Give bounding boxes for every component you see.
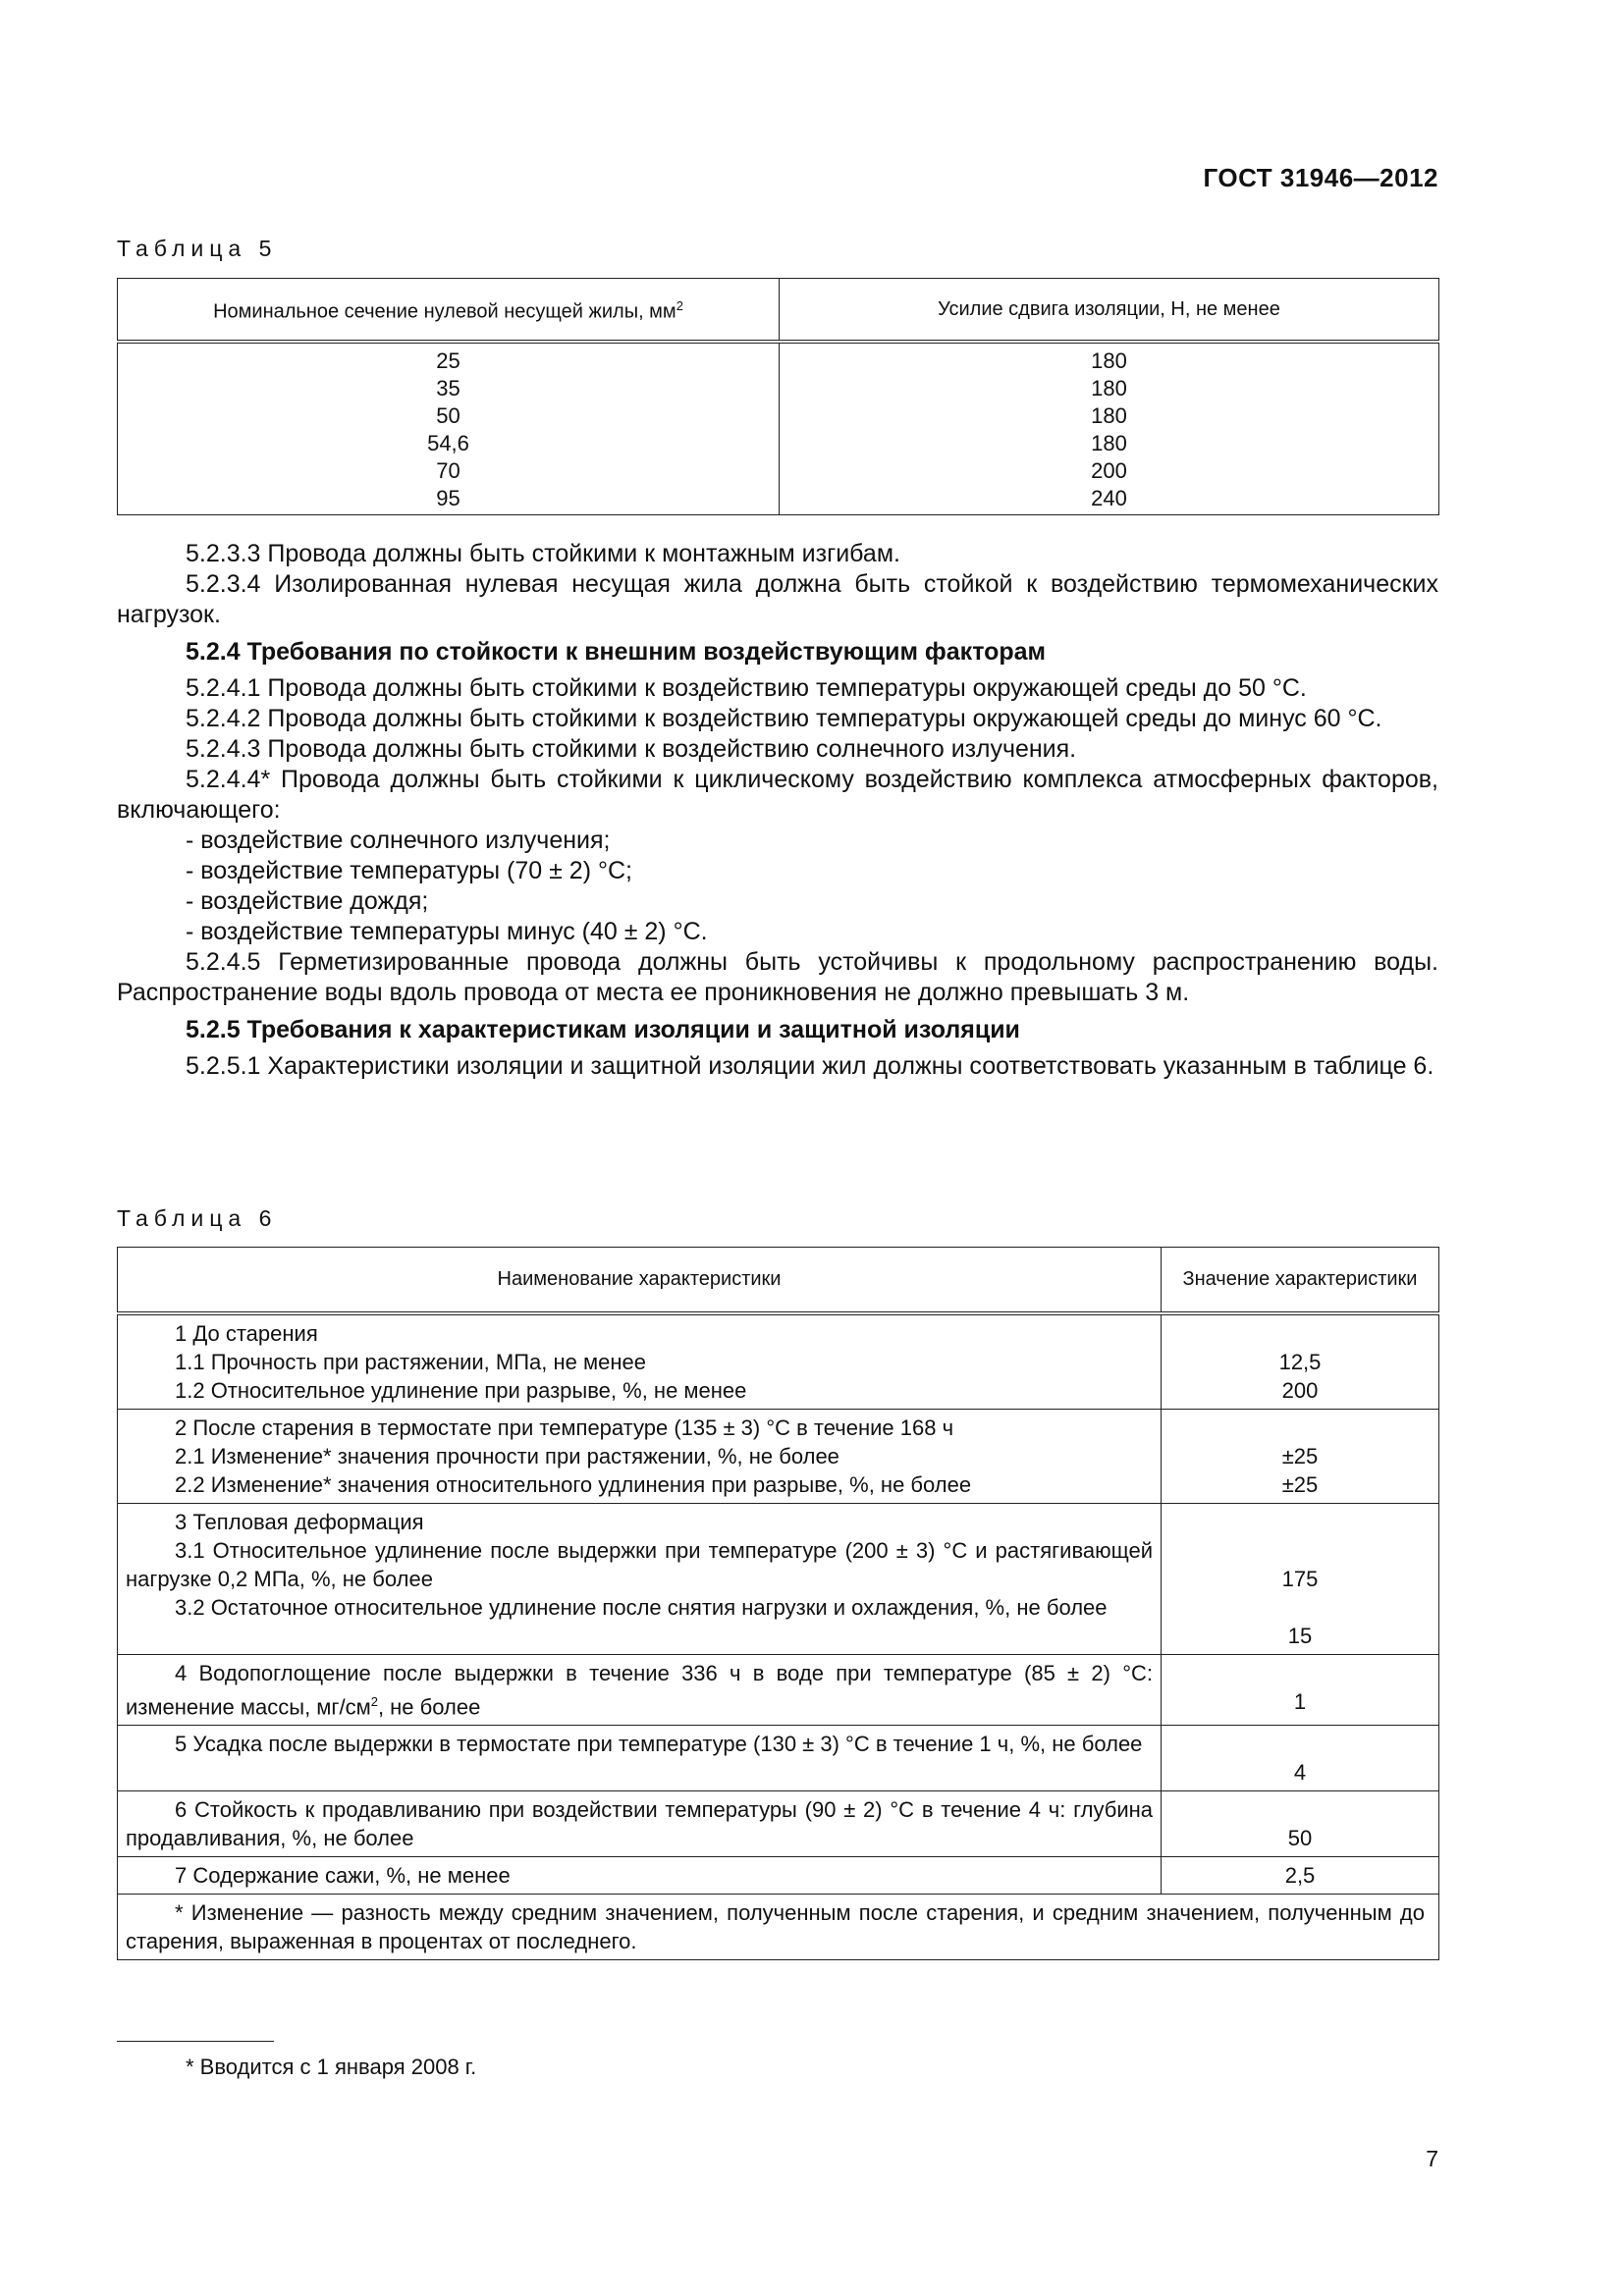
row-item: 6 Стойкость к продавливанию при воздействии температуры (90 ± 2) °С в течение 4 ч: глубина продавливания, %, не более <box>118 1791 1162 1857</box>
table5-section-value: 95 <box>436 486 460 510</box>
table5-section-value: 70 <box>436 458 460 483</box>
table5-section-value: 35 <box>436 376 460 400</box>
table6-caption: Таблица 6 <box>117 1205 278 1231</box>
row-item: 3.2 Остаточное относительное удлинение после снятия нагрузки и охлаждения, %, не более <box>175 1595 1108 1620</box>
table-row <box>118 1857 1439 1895</box>
table5-force-value: 180 <box>1091 376 1127 400</box>
row-item: 4 Водопоглощение после выдержки в течение 336 ч в воде при температуре (85 ± 2) °С: изменение массы, $мг/см^2$, не более <box>118 1655 1162 1726</box>
section-heading-5-2-5: 5.2.5 Требования к характеристикам изоляции и защитной изоляции <box>186 1016 1020 1043</box>
table-note-row <box>118 1895 1439 1960</box>
row-item: 2.1 Изменение* значения прочности при растяжении, %, не более <box>175 1444 839 1468</box>
table5-header-section: Номинальное сечение нулевой несущей жилы, $мм^2$ <box>118 279 780 343</box>
table-row <box>118 1410 1439 1504</box>
paragraph-5-2-4-2: 5.2.4.2 Провода должны быть стойкими к воздействию температуры окружающей среды до минус 60 °С. <box>186 705 1382 732</box>
table5-force-value: 180 <box>1091 431 1127 455</box>
section-heading-5-2-4: 5.2.4 Требования по стойкости к внешним воздействующим факторам <box>186 638 1047 666</box>
row-value: 1 <box>1293 1689 1307 1714</box>
list-item: - воздействие температуры минус (40 ± 2) °С. <box>186 918 708 945</box>
row-value: 15 <box>1287 1624 1313 1648</box>
table-row <box>118 1655 1439 1726</box>
row-value: 50 <box>1287 1826 1313 1851</box>
document-header: ГОСТ 31946—2012 <box>1203 163 1438 192</box>
table5-caption: Таблица 5 <box>117 236 278 261</box>
row-value: 2,5 <box>1284 1863 1316 1889</box>
table-row <box>118 1726 1439 1791</box>
list-item: - воздействие солнечного излучения; <box>186 827 611 854</box>
table-row <box>118 1791 1439 1857</box>
body-text <box>117 539 1438 1082</box>
row-value: 175 <box>1281 1567 1319 1591</box>
row-title: 2 После старения в термостате при температуре (135 ± 3) °С в течение 168 ч <box>175 1415 954 1440</box>
table5-force-value: 200 <box>1091 458 1127 483</box>
table5 <box>117 278 1439 515</box>
table6 <box>117 1247 1439 1960</box>
table-note: * Изменение — разность между средним значением, полученным после старения, и средним значением, полученным до старения, выраженная в процентах от последнего. <box>118 1895 1439 1960</box>
table-row <box>118 1313 1439 1410</box>
paragraph-5-2-3-3: 5.2.3.3 Провода должны быть стойкими к монтажным изгибам. <box>186 540 900 567</box>
row-value: 12,5 <box>1278 1350 1322 1374</box>
table5-force-value: 180 <box>1091 348 1127 373</box>
paragraph-5-2-4-5: 5.2.4.5 Герметизированные провода должны быть устойчивы к продольному распространению воды. Распространение воды вдоль провода от места ее проникновения не должно превышать 3 м. <box>117 948 1438 1006</box>
row-item: 5 Усадка после выдержки в термостате при температуре (130 ± 3) °С в течение 1 ч, %, не более <box>118 1726 1162 1791</box>
row-item: 7 Содержание сажи, %, не менее <box>118 1857 1162 1895</box>
row-title: 3 Тепловая деформация <box>175 1510 424 1534</box>
row-item: 2.2 Изменение* значения относительного удлинения при разрыве, %, не более <box>175 1472 972 1497</box>
table5-force-value: 180 <box>1091 403 1127 428</box>
table5-header-force: Усилие сдвига изоляции, Н, не менее <box>780 279 1439 343</box>
table5-forces-cell <box>780 342 1439 515</box>
list-item: - воздействие дождя; <box>186 887 429 915</box>
row-item: 1.2 Относительное удлинение при разрыве, %, не менее <box>175 1378 747 1403</box>
table5-section-value: 25 <box>436 348 460 373</box>
footnote-divider <box>117 2041 274 2042</box>
row-value: ±25 <box>1281 1444 1319 1468</box>
footnote: * Вводится с 1 января 2008 г. <box>186 2055 477 2079</box>
paragraph-5-2-4-3: 5.2.4.3 Провода должны быть стойкими к воздействию солнечного излучения. <box>186 735 1077 763</box>
table5-force-value: 240 <box>1091 486 1127 510</box>
table6-header-name: Наименование характеристики <box>118 1248 1162 1314</box>
table5-section-value: 50 <box>436 403 460 428</box>
page-number: 7 <box>1426 2146 1438 2171</box>
table5-section-value: 54,6 <box>427 431 469 455</box>
row-value: 200 <box>1281 1378 1319 1403</box>
table6-header-value: Значение характеристики <box>1162 1248 1439 1314</box>
row-value: ±25 <box>1281 1472 1319 1497</box>
row-item: 1.1 Прочность при растяжении, МПа, не менее <box>175 1350 646 1374</box>
paragraph-5-2-4-4: 5.2.4.4* Провода должны быть стойкими к циклическому воздействию комплекса атмосферных факторов, включающего: <box>117 766 1438 824</box>
row-value: 4 <box>1293 1760 1307 1786</box>
paragraph-5-2-4-1: 5.2.4.1 Провода должны быть стойкими к воздействию температуры окружающей среды до 50 °С. <box>186 674 1307 702</box>
list-item: - воздействие температуры (70 ± 2) °С; <box>186 857 632 884</box>
paragraph-5-2-3-4: 5.2.3.4 Изолированная нулевая несущая жила должна быть стойкой к воздействию термомеханических нагрузок. <box>117 570 1438 628</box>
table-row <box>118 1504 1439 1655</box>
table5-sections-cell <box>118 342 780 515</box>
row-item: 3.1 Относительное удлинение после выдержки при температуре (200 ± 3) °С и растягивающей нагрузке 0,2 МПа, %, не более <box>126 1538 1153 1591</box>
paragraph-5-2-5-1: 5.2.5.1 Характеристики изоляции и защитной изоляции жил должны соответствовать указанным в таблице 6. <box>186 1052 1434 1080</box>
row-title: 1 До старения <box>175 1321 318 1346</box>
